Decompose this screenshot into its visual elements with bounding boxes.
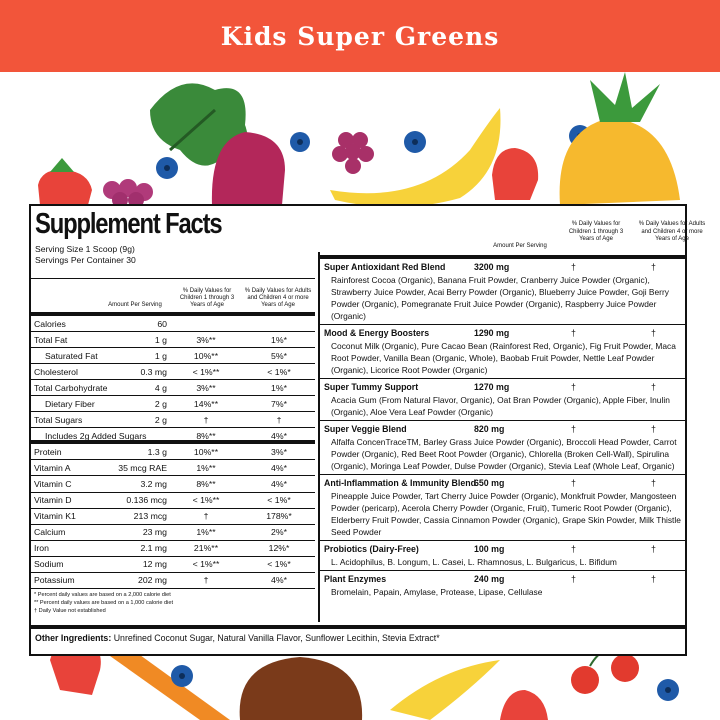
other-ingredients-label: Other Ingredients: xyxy=(35,633,112,643)
strawberry-icon xyxy=(492,148,538,200)
title-banner xyxy=(0,0,720,72)
nutrient-dv-adults: 12%* xyxy=(268,543,290,554)
blend-ingredients: Bromelain, Papain, Amylase, Protease, Lipase, Cellulase xyxy=(331,587,543,597)
blend-ingredients: Pineapple Juice Powder, Tart Cherry Juice Powder (Organic), Monkfruit Powder, Mangosteen Powder (pericarp), Acerola Cherry Powder (Organic, Fruit), Tumeric Root Powder (Organic), Elderberry Fruit Powder, Cassia Cinnamon Powder (Organic), Grape Skin Powder, Milk Thistle Seed Powder xyxy=(331,491,681,537)
nutrient-row xyxy=(31,412,315,428)
nutrient-dv-children: 10%** xyxy=(193,446,219,457)
blueberry-icon xyxy=(657,679,679,701)
nutrient-row xyxy=(31,573,315,589)
nutrient-dv-adults: 7%* xyxy=(271,398,287,409)
header-children: % Daily Values for Children 1 through 3 Years of Age xyxy=(179,288,235,308)
blend-dv-children: † xyxy=(571,544,576,554)
nutrient-dv-children: 3%** xyxy=(196,334,216,345)
blend-dv-children: † xyxy=(571,478,576,488)
nutrient-amount: 0.3 mg xyxy=(140,366,167,377)
header-adults: % Daily Values for Adults and Children 4 or more Years of Age xyxy=(244,288,312,308)
nutrient-amount: 3.2 mg xyxy=(140,478,167,489)
blueberry-icon xyxy=(156,157,178,179)
blend-amount: 240 mg xyxy=(474,574,505,584)
servings-per-container: Servings Per Container 30 xyxy=(35,255,136,265)
blend-name: Plant Enzymes xyxy=(324,574,387,584)
nutrient-dv-adults: 4%* xyxy=(271,478,287,489)
blend-dv-children: † xyxy=(571,262,576,272)
blend-table xyxy=(320,216,706,600)
blend-amount: 1290 mg xyxy=(474,328,510,338)
blend-table-header xyxy=(320,216,706,255)
blend-row xyxy=(320,540,687,570)
blend-name: Super Veggie Blend xyxy=(324,424,407,434)
page-title: Kids Super Greens xyxy=(220,21,500,51)
nutrient-dv-adults: † xyxy=(276,414,282,425)
blueberry-icon xyxy=(171,665,193,687)
blend-row xyxy=(320,378,687,420)
blend-dv-adults: † xyxy=(651,424,656,434)
facts-heading: Supplement Facts xyxy=(35,208,222,240)
blend-name: Anti-Inflammation & Immunity Blend xyxy=(324,478,476,488)
nutrient-amount: 2 g xyxy=(154,414,167,425)
nutrient-amount: 23 mg xyxy=(142,527,167,538)
nutrient-dv-adults: 178%* xyxy=(266,511,292,522)
nutrient-row xyxy=(31,509,315,525)
nutrient-name: Vitamin K1 xyxy=(34,511,76,522)
nutrient-dv-children: < 1%** xyxy=(192,495,220,506)
nutrient-dv-adults: 4%* xyxy=(271,430,287,441)
blend-ingredients: L. Acidophilus, B. Longum, L. Casei, L. Rhamnosus, L. Bulgaricus, L. Bifidum xyxy=(331,557,617,567)
banana-icon xyxy=(390,660,500,720)
cherry-icon xyxy=(571,650,639,694)
footnotes xyxy=(34,591,173,615)
header-adults: % Daily Values for Adults and Children 4 or more Years of Age xyxy=(638,221,706,242)
footnote: † Daily Value not established xyxy=(34,608,106,614)
nutrient-row xyxy=(31,316,315,332)
blend-row xyxy=(320,474,687,540)
other-ingredients-text: Unrefined Coconut Sugar, Natural Vanilla Flavor, Sunflower Lecithin, Stevia Extract* xyxy=(111,633,440,643)
blend-dv-adults: † xyxy=(651,382,656,392)
nutrient-dv-adults: 4%* xyxy=(271,462,287,473)
nutrient-row xyxy=(31,396,315,412)
nutrient-row xyxy=(31,493,315,509)
nutrient-amount: 1 g xyxy=(154,334,167,345)
nutrient-row xyxy=(31,525,315,541)
nutrient-dv-children: 14%** xyxy=(193,398,219,409)
footnote: ** Percent daily values are based on a 1,000 calorie diet xyxy=(34,600,173,606)
blend-amount: 820 mg xyxy=(474,424,505,434)
nutrient-amount: 0.136 mcg xyxy=(126,495,167,506)
nutrient-row xyxy=(31,348,315,364)
serving-size: Serving Size 1 Scoop (9g) xyxy=(35,244,135,254)
nutrient-amount: 4 g xyxy=(154,382,167,393)
nutrient-name: Calories xyxy=(34,318,66,329)
blend-amount: 100 mg xyxy=(474,544,505,554)
blend-name: Super Tummy Support xyxy=(324,382,419,392)
nutrient-name: Total Fat xyxy=(34,334,68,345)
nutrient-row xyxy=(31,380,315,396)
other-ingredients xyxy=(31,625,685,647)
nutrient-name: Dietary Fiber xyxy=(45,398,95,409)
nutrient-dv-children: 1%** xyxy=(196,462,216,473)
nutrient-dv-adults: < 1%* xyxy=(267,366,291,377)
nutrient-row xyxy=(31,557,315,573)
blend-dv-adults: † xyxy=(651,328,656,338)
nutrient-amount: 35 mcg RAE xyxy=(118,462,167,473)
coconut-icon xyxy=(240,657,362,720)
blend-row xyxy=(320,570,687,600)
nutrient-dv-adults: 1%* xyxy=(271,382,287,393)
nutrient-name: Sodium xyxy=(34,559,64,570)
blend-dv-adults: † xyxy=(651,544,656,554)
nutrient-amount: 1.3 g xyxy=(147,446,167,457)
nutrient-dv-children: < 1%** xyxy=(192,559,220,570)
blend-dv-adults: † xyxy=(651,574,656,584)
blend-row xyxy=(320,420,687,474)
nutrient-name: Potassium xyxy=(34,575,75,586)
nutrient-name: Total Sugars xyxy=(34,414,83,425)
blend-dv-children: † xyxy=(571,424,576,434)
nutrient-name: Vitamin C xyxy=(34,478,72,489)
nutrient-dv-adults: 2%* xyxy=(271,527,287,538)
nutrient-dv-children: 3%** xyxy=(196,382,216,393)
blend-ingredients: Coconut Milk (Organic), Pure Cacao Bean (Rainforest Red, Organic), Fig Fruit Powder, Maca Root Powder, Vanilla Bean (Organic, Whole), Baobab Fruit Powder, Nettle Leaf Powder (Organic), Licorice Root Powder (Organic) xyxy=(331,341,676,375)
raspberry-icon xyxy=(332,132,374,174)
footnote: * Percent daily values are based on a 2,000 calorie diet xyxy=(34,592,171,598)
nutrient-name: Cholesterol xyxy=(34,366,78,377)
carrot-icon xyxy=(110,655,230,720)
nutrient-amount: 202 mg xyxy=(138,575,167,586)
blend-dv-children: † xyxy=(571,328,576,338)
blueberry-icon xyxy=(290,132,310,152)
header-amount: Amount Per Serving xyxy=(493,243,547,249)
pineapple-icon xyxy=(560,72,680,205)
nutrient-dv-adults: 4%* xyxy=(271,575,287,586)
nutrient-dv-children: 10%** xyxy=(193,350,219,361)
nutrient-dv-adults: 1%* xyxy=(271,334,287,345)
nutrient-row xyxy=(31,428,315,444)
blend-dv-children: † xyxy=(571,382,576,392)
nutrient-dv-children: † xyxy=(203,575,209,586)
nutrient-name: Vitamin A xyxy=(34,462,71,473)
nutrient-row xyxy=(31,476,315,492)
header-amount: Amount Per Serving xyxy=(108,302,162,308)
nutrient-dv-adults: < 1%* xyxy=(267,495,291,506)
nutrient-name: Vitamin D xyxy=(34,495,72,506)
nutrient-row xyxy=(31,444,315,460)
nutrient-name: Total Carbohydrate xyxy=(34,382,108,393)
nutrient-amount: 12 mg xyxy=(142,559,167,570)
nutrient-dv-adults: 5%* xyxy=(271,350,287,361)
nutrient-name: Includes 2g Added Sugars xyxy=(45,430,147,441)
nutrient-amount: 213 mcg xyxy=(133,511,167,522)
nutrient-dv-children: 8%** xyxy=(196,430,216,441)
blend-ingredients: Rainforest Cocoa (Organic), Banana Fruit Powder, Cranberry Juice Powder (Organic), Strawberry Juice Powder, Acai Berry Powder (Organic), Blueberry Juice Powder, Goji Berry Powder (Organic), Pomegranate Fruit Juice Powder (Organic), Raspberry Juice Powder (Organic) xyxy=(331,275,669,321)
nutrient-name: Iron xyxy=(34,543,49,554)
nutrient-dv-children: † xyxy=(203,511,209,522)
blend-name: Super Antioxidant Red Blend xyxy=(324,262,446,272)
nutrient-name: Calcium xyxy=(34,527,66,538)
blueberry-icon xyxy=(404,131,426,153)
blend-ingredients: Acacia Gum (From Natural Flavor, Organic), Oat Bran Powder (Organic), Apple Fiber, Inulin (Organic), Aloe Vera Leaf Powder (Organic) xyxy=(331,395,670,417)
blend-name: Mood & Energy Boosters xyxy=(324,328,430,338)
blend-amount: 1270 mg xyxy=(474,382,510,392)
blend-dv-adults: † xyxy=(651,478,656,488)
nutrient-row xyxy=(31,332,315,348)
nutrient-row xyxy=(31,364,315,380)
blend-dv-children: † xyxy=(571,574,576,584)
nutrient-amount: 1 g xyxy=(154,350,167,361)
strawberry-icon xyxy=(38,158,92,205)
nutrient-table-header xyxy=(31,278,315,312)
nutrient-row xyxy=(31,460,315,476)
blend-amount: 3200 mg xyxy=(474,262,510,272)
nutrient-name: Protein xyxy=(34,446,62,457)
nutrient-dv-children: 21%** xyxy=(193,543,219,554)
blend-dv-adults: † xyxy=(651,262,656,272)
nutrient-row xyxy=(31,541,315,557)
blend-row xyxy=(320,259,687,324)
nutrient-dv-adults: < 1%* xyxy=(267,559,291,570)
nutrient-dv-adults: 3%* xyxy=(271,446,287,457)
nutrient-amount: 60 xyxy=(157,318,167,329)
nutrient-amount: 2 g xyxy=(154,398,167,409)
blend-ingredients: Alfalfa ConcenTraceTM, Barley Grass Juice Powder (Organic), Broccoli Head Powder, Carrot Powder (Organic), Red Beet Root Powder (Organic), Chlorella (Broken Cell-Wall), Spirulina (Organic), Moringa Leaf Powder, Dulse Powder (Organic), Stevia Leaf (Whole Leaf, Organic) xyxy=(331,437,677,471)
supplement-facts-panel xyxy=(29,204,706,656)
blend-row xyxy=(320,324,687,378)
nutrient-name: Saturated Fat xyxy=(45,350,98,361)
blend-name: Probiotics (Dairy-Free) xyxy=(324,544,419,554)
nutrient-dv-children: 8%** xyxy=(196,478,216,489)
strawberry-icon xyxy=(500,690,548,720)
blend-amount: 650 mg xyxy=(474,478,505,488)
nutrient-dv-children: 1%** xyxy=(196,527,216,538)
nutrient-dv-children: † xyxy=(203,414,209,425)
nutrient-table xyxy=(31,278,315,589)
nutrient-amount: 2.1 mg xyxy=(140,543,167,554)
header-children: % Daily Values for Children 1 through 3 Years of Age xyxy=(568,221,624,242)
nutrient-dv-children: < 1%** xyxy=(192,366,220,377)
